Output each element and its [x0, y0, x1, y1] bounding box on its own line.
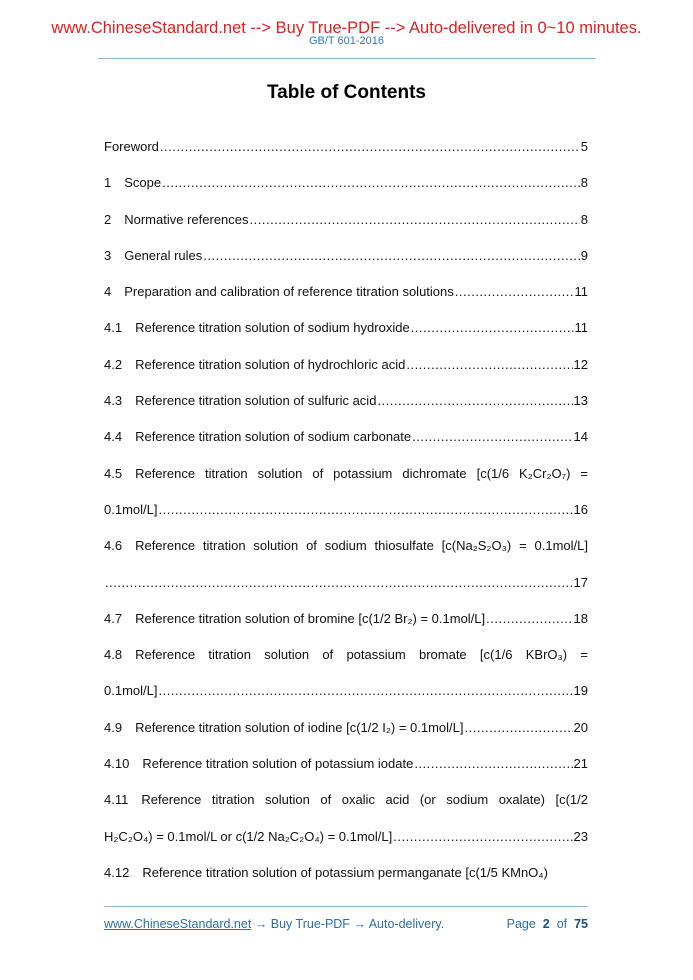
toc-entry[interactable]	[104, 610, 588, 646]
toc-entry[interactable]	[104, 791, 588, 827]
toc-entry[interactable]	[104, 211, 588, 247]
dot-leader	[414, 755, 572, 773]
toc-entry-number: 2	[104, 211, 112, 227]
page-indicator	[507, 917, 588, 931]
toc-entry-title	[104, 791, 588, 809]
page-total: 75	[574, 917, 588, 931]
toc-entry-text: Reference titration solution of sodium thiosulfate [c(Na₂S₂O₃) = 0.1mol/L]	[135, 538, 588, 554]
toc-entry-text: Reference titration solution of potassium dichromate [c(1/6 K₂Cr₂O₇) =	[135, 465, 588, 481]
toc-entry-text: Reference titration solution of potassium iodate	[142, 756, 414, 772]
toc-entry-number: 4.9	[104, 719, 123, 735]
toc-entry[interactable]	[104, 828, 588, 864]
promo-banner[interactable]: www.ChineseStandard.net --> Buy True-PDF --> Auto-delivered in 0~10 minutes.	[51, 19, 642, 37]
toc-entry[interactable]	[104, 356, 588, 392]
toc-entry-text: Reference titration solution of sulfuric acid	[135, 393, 377, 409]
toc-entry-title	[104, 755, 413, 773]
toc-entry-number: 4.12	[104, 864, 130, 880]
toc-entry-page: 20	[573, 719, 588, 735]
dot-leader	[486, 610, 572, 628]
toc-entry-text: Reference titration solution of hydrochloric acid	[135, 356, 406, 372]
table-of-contents	[104, 138, 588, 900]
dot-leader	[158, 682, 572, 700]
toc-entry-text: Normative references	[124, 211, 249, 227]
toc-entry-number: 4.10	[104, 756, 130, 772]
footer-promo	[104, 917, 444, 931]
toc-entry-number: 3	[104, 247, 112, 263]
toc-entry-text: Reference titration solution of oxalic acid (or sodium oxalate) [c(1/2	[141, 792, 588, 808]
toc-entry-number: 4.8	[104, 647, 123, 663]
toc-entry[interactable]	[104, 428, 588, 464]
toc-entry-page: 18	[573, 610, 588, 626]
toc-entry-number: 4.2	[104, 356, 123, 372]
dot-leader	[203, 247, 579, 265]
toc-entry-title	[104, 283, 454, 301]
toc-entry-number: 4	[104, 284, 112, 300]
toc-entry-number: 1	[104, 175, 112, 191]
toc-entry-text: H₂C₂O₄) = 0.1mol/L or c(1/2 Na₂C₂O₄) = 0.1mol/L]	[104, 828, 393, 844]
toc-entry-text: Scope	[124, 175, 162, 191]
toc-entry-number: 4.3	[104, 393, 123, 409]
dot-leader	[158, 501, 572, 519]
toc-entry[interactable]	[104, 755, 588, 791]
dot-leader	[160, 138, 580, 156]
toc-entry-text: Preparation and calibration of reference titration solutions	[124, 284, 454, 300]
toc-entry-page: 11	[574, 320, 588, 336]
toc-entry-title	[104, 211, 249, 229]
toc-entry-page: 17	[573, 574, 588, 590]
toc-entry-title	[104, 719, 464, 737]
toc-entry-title	[104, 356, 405, 374]
toc-entry-title	[104, 247, 202, 265]
toc-entry-text: Reference titration solution of sodium carbonate	[135, 429, 412, 445]
toc-entry-text: 0.1mol/L]	[104, 501, 158, 517]
toc-entry[interactable]	[104, 465, 588, 501]
toc-entry-text: Reference titration solution of iodine [c(1/2 I₂) = 0.1mol/L]	[135, 719, 464, 735]
dot-leader	[455, 283, 574, 301]
toc-entry-title	[104, 392, 376, 410]
toc-entry-page: 16	[573, 501, 588, 517]
toc-entry[interactable]	[104, 537, 588, 573]
dot-leader	[412, 428, 572, 446]
toc-entry[interactable]	[104, 138, 588, 174]
toc-entry-page: 8	[580, 211, 588, 227]
header-divider	[98, 58, 596, 59]
toc-entry-title	[104, 174, 161, 192]
page-number: 2	[542, 917, 550, 931]
dot-leader	[393, 828, 572, 846]
toc-entry[interactable]	[104, 174, 588, 210]
toc-entry[interactable]	[104, 574, 588, 610]
footer-divider	[104, 906, 588, 907]
toc-entry[interactable]	[104, 283, 588, 319]
toc-entry-title	[104, 864, 548, 882]
dot-leader	[377, 392, 572, 410]
toc-entry-page: 9	[580, 247, 588, 263]
toc-entry[interactable]	[104, 247, 588, 283]
footer-link[interactable]: www.ChineseStandard.net	[104, 917, 252, 931]
toc-entry-title	[104, 828, 392, 846]
toc-entry-title	[104, 319, 410, 337]
toc-entry-text: General rules	[124, 247, 203, 263]
toc-entry-page: 21	[573, 756, 588, 772]
of-label: of	[556, 917, 568, 931]
toc-entry[interactable]	[104, 392, 588, 428]
toc-entry-page: 23	[573, 828, 588, 844]
toc-entry[interactable]	[104, 501, 588, 537]
toc-entry-title	[104, 646, 588, 664]
dot-leader	[465, 719, 573, 737]
toc-entry-title	[104, 138, 159, 156]
toc-entry-text: Foreword	[104, 139, 159, 154]
toc-entry-number: 4.1	[104, 320, 123, 336]
toc-entry[interactable]	[104, 719, 588, 755]
toc-entry-title	[104, 537, 588, 555]
toc-entry-number: 4.11	[104, 792, 129, 808]
page-title: Table of Contents	[266, 82, 427, 103]
toc-entry-title	[104, 610, 485, 628]
toc-entry[interactable]	[104, 864, 588, 900]
toc-entry-text: Reference titration solution of potassium permanganate [c(1/5 KMnO₄)	[142, 864, 548, 880]
toc-entry-title	[104, 682, 157, 700]
dot-leader	[406, 356, 572, 374]
toc-entry-page: 19	[573, 683, 588, 699]
toc-entry[interactable]	[104, 682, 588, 718]
toc-entry-page: 12	[573, 356, 588, 372]
toc-entry[interactable]	[104, 319, 588, 355]
toc-entry-text: Reference titration solution of potassium bromate [c(1/6 KBrO₃) =	[135, 647, 588, 663]
toc-entry-text: Reference titration solution of sodium hydroxide	[135, 320, 410, 336]
footer-promo-text: → Buy True-PDF → Auto-delivery.	[251, 917, 445, 931]
toc-entry-page: 14	[573, 429, 588, 445]
toc-entry-title	[104, 428, 411, 446]
toc-entry-title	[104, 465, 588, 483]
toc-entry-title	[104, 501, 157, 519]
page-label: Page	[506, 917, 536, 931]
document-id: GB/T 601-2016	[308, 35, 384, 47]
toc-entry-page: 13	[573, 393, 588, 409]
toc-entry-number: 4.4	[104, 429, 123, 445]
toc-entry-text: Reference titration solution of bromine [c(1/2 Br₂) = 0.1mol/L]	[135, 610, 486, 626]
toc-entry-number: 4.6	[104, 538, 123, 554]
toc-entry-number: 4.7	[104, 610, 123, 626]
dot-leader	[105, 574, 573, 592]
dot-leader	[411, 319, 574, 337]
footer	[104, 917, 588, 931]
toc-entry-text: 0.1mol/L]	[104, 683, 158, 699]
dot-leader	[250, 211, 580, 229]
toc-entry[interactable]	[104, 646, 588, 682]
toc-entry-page: 11	[574, 284, 588, 300]
toc-entry-page: 8	[580, 175, 588, 191]
dot-leader	[162, 174, 580, 192]
toc-entry-number: 4.5	[104, 465, 123, 481]
toc-entry-page: 5	[580, 139, 588, 154]
